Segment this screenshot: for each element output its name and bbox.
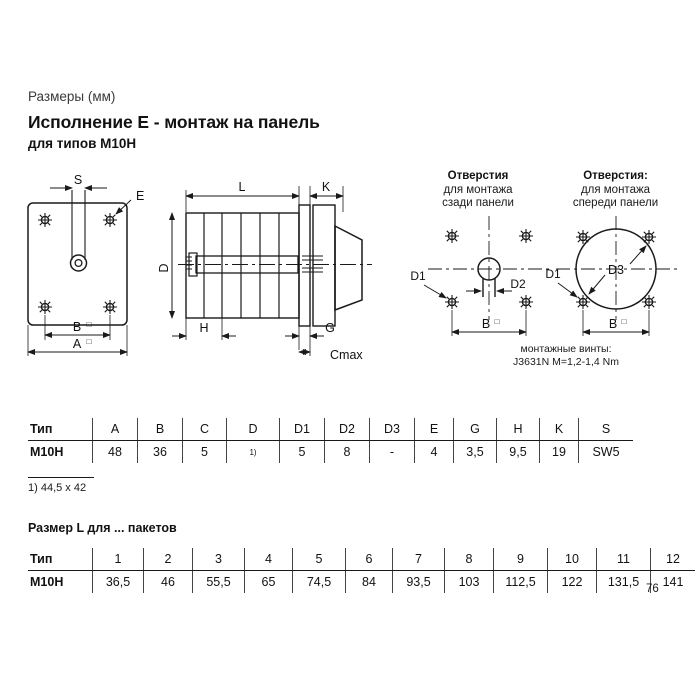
svg-text:D3: D3 xyxy=(608,263,624,277)
front-panel-plate-view xyxy=(28,173,144,356)
dimensions-col-d: D xyxy=(227,418,280,441)
svg-text:B: B xyxy=(72,320,82,334)
length-table-wrapper xyxy=(28,548,695,593)
length-cell-8: 103 xyxy=(445,571,494,594)
length-cell-type: M10H xyxy=(30,575,64,589)
svg-text:D: D xyxy=(157,263,171,273)
svg-text:D2: D2 xyxy=(510,277,526,291)
front-mount-caption-line3: спереди панели xyxy=(572,197,659,209)
page-title: Исполнение E - монтаж на панель xyxy=(28,112,320,132)
rear-mount-hole-pattern-view xyxy=(410,216,552,336)
dimensions-cell-h: 9,5 xyxy=(497,441,540,464)
page-heading-block xyxy=(28,88,448,153)
length-col-7: 7 xyxy=(393,548,445,571)
dimensions-cell-g: 3,5 xyxy=(454,441,497,464)
dimensions-cell-d3: - xyxy=(370,441,415,464)
front-mount-caption-title: Отверстия: xyxy=(583,170,648,182)
length-col-12: 12 xyxy=(651,548,696,571)
mounting-screw-note xyxy=(452,343,680,369)
length-col-type: Тип xyxy=(28,548,93,571)
length-col-2: 2 xyxy=(144,548,193,571)
dimensions-col-k: K xyxy=(540,418,579,441)
svg-text:G: G xyxy=(325,321,335,335)
mounting-screw-note-line2: J3631N M=1,2-1,4 Nm xyxy=(513,356,619,368)
side-section-view xyxy=(157,180,372,362)
dimensions-col-h: H xyxy=(497,418,540,441)
dimensions-cell-d1: 5 xyxy=(280,441,325,464)
length-cell-7: 93,5 xyxy=(393,571,445,594)
length-cell-1: 36,5 xyxy=(93,571,144,594)
length-col-9: 9 xyxy=(494,548,548,571)
dimensions-col-b: B xyxy=(138,418,183,441)
length-col-10: 10 xyxy=(548,548,597,571)
length-cell-12: 141 xyxy=(651,571,696,594)
rear-mount-caption-line3: сзади панели xyxy=(442,197,514,209)
dimensions-cell-type: M10H xyxy=(30,445,64,459)
length-cell-9: 112,5 xyxy=(494,571,548,594)
dimensions-col-d3: D3 xyxy=(370,418,415,441)
dimensions-col-d1: D1 xyxy=(280,418,325,441)
length-cell-2: 46 xyxy=(144,571,193,594)
dimensions-cell-a: 48 xyxy=(93,441,138,464)
length-cell-10: 122 xyxy=(548,571,597,594)
dimensions-cell-d2: 8 xyxy=(325,441,370,464)
svg-text:H: H xyxy=(199,321,209,335)
length-col-11: 11 xyxy=(597,548,651,571)
length-cell-6: 84 xyxy=(346,571,393,594)
length-col-1: 1 xyxy=(93,548,144,571)
front-mount-caption xyxy=(548,170,683,211)
dimensions-col-g: G xyxy=(454,418,497,441)
table-row xyxy=(28,571,695,594)
footnote-text: 1) 44,5 x 42 xyxy=(28,482,87,494)
dimensions-cell-c: 5 xyxy=(183,441,227,464)
dimensions-col-type: Тип xyxy=(28,418,93,441)
svg-text:A: A xyxy=(72,337,82,351)
dimensions-col-a: A xyxy=(93,418,138,441)
rear-mount-caption xyxy=(413,170,543,211)
svg-text:□: □ xyxy=(494,317,500,326)
length-col-4: 4 xyxy=(245,548,293,571)
svg-text:S: S xyxy=(73,173,83,187)
length-table-header-row xyxy=(28,548,695,571)
dimensions-col-s: S xyxy=(579,418,634,441)
dimensions-cell-d: 1) xyxy=(227,441,280,464)
svg-text:D1: D1 xyxy=(545,267,561,281)
dimensions-table-header-row xyxy=(28,418,633,441)
dimensions-col-c: C xyxy=(183,418,227,441)
dimensions-col-d2: D2 xyxy=(325,418,370,441)
dimensions-table-wrapper xyxy=(28,418,633,463)
length-cell-11: 131,5 xyxy=(597,571,651,594)
page-number: 76 xyxy=(646,583,659,595)
svg-text:Cmax: Cmax xyxy=(330,348,363,362)
svg-text:□: □ xyxy=(86,337,92,346)
dimensions-cell-s: SW5 xyxy=(579,441,634,464)
length-col-5: 5 xyxy=(293,548,346,571)
length-cell-4: 65 xyxy=(245,571,293,594)
applicable-types-label: для типов M10H xyxy=(28,136,137,151)
svg-text:B: B xyxy=(608,317,618,331)
svg-text:E: E xyxy=(136,189,145,203)
dimensions-cell-b: 36 xyxy=(138,441,183,464)
length-col-3: 3 xyxy=(193,548,245,571)
length-table xyxy=(28,548,695,593)
svg-text:B: B xyxy=(481,317,491,331)
dimensions-table xyxy=(28,418,633,463)
table-row xyxy=(28,441,633,464)
rear-mount-caption-title: Отверстия xyxy=(447,170,509,182)
svg-text:D1: D1 xyxy=(410,269,426,283)
dimensions-cell-k: 19 xyxy=(540,441,579,464)
front-mount-caption-line2: для монтажа xyxy=(580,183,651,196)
length-col-6: 6 xyxy=(346,548,393,571)
mounting-screw-note-line1: монтажные винты: xyxy=(520,343,612,355)
footnote-rule xyxy=(28,477,94,478)
svg-text:□: □ xyxy=(621,317,627,326)
svg-text:L: L xyxy=(238,180,246,194)
dimensions-col-e: E xyxy=(415,418,454,441)
length-col-8: 8 xyxy=(445,548,494,571)
front-mount-hole-pattern-view xyxy=(545,216,678,336)
svg-text:□: □ xyxy=(86,320,92,329)
rear-mount-caption-line2: для монтажа xyxy=(443,183,513,196)
dimensions-cell-e: 4 xyxy=(415,441,454,464)
svg-text:K: K xyxy=(321,180,331,194)
length-cell-3: 55,5 xyxy=(193,571,245,594)
length-table-title: Размер L для ... пакетов xyxy=(28,521,177,535)
length-cell-5: 74,5 xyxy=(293,571,346,594)
units-label: Размеры (мм) xyxy=(28,89,116,104)
dimensions-table-footnote xyxy=(28,477,94,494)
